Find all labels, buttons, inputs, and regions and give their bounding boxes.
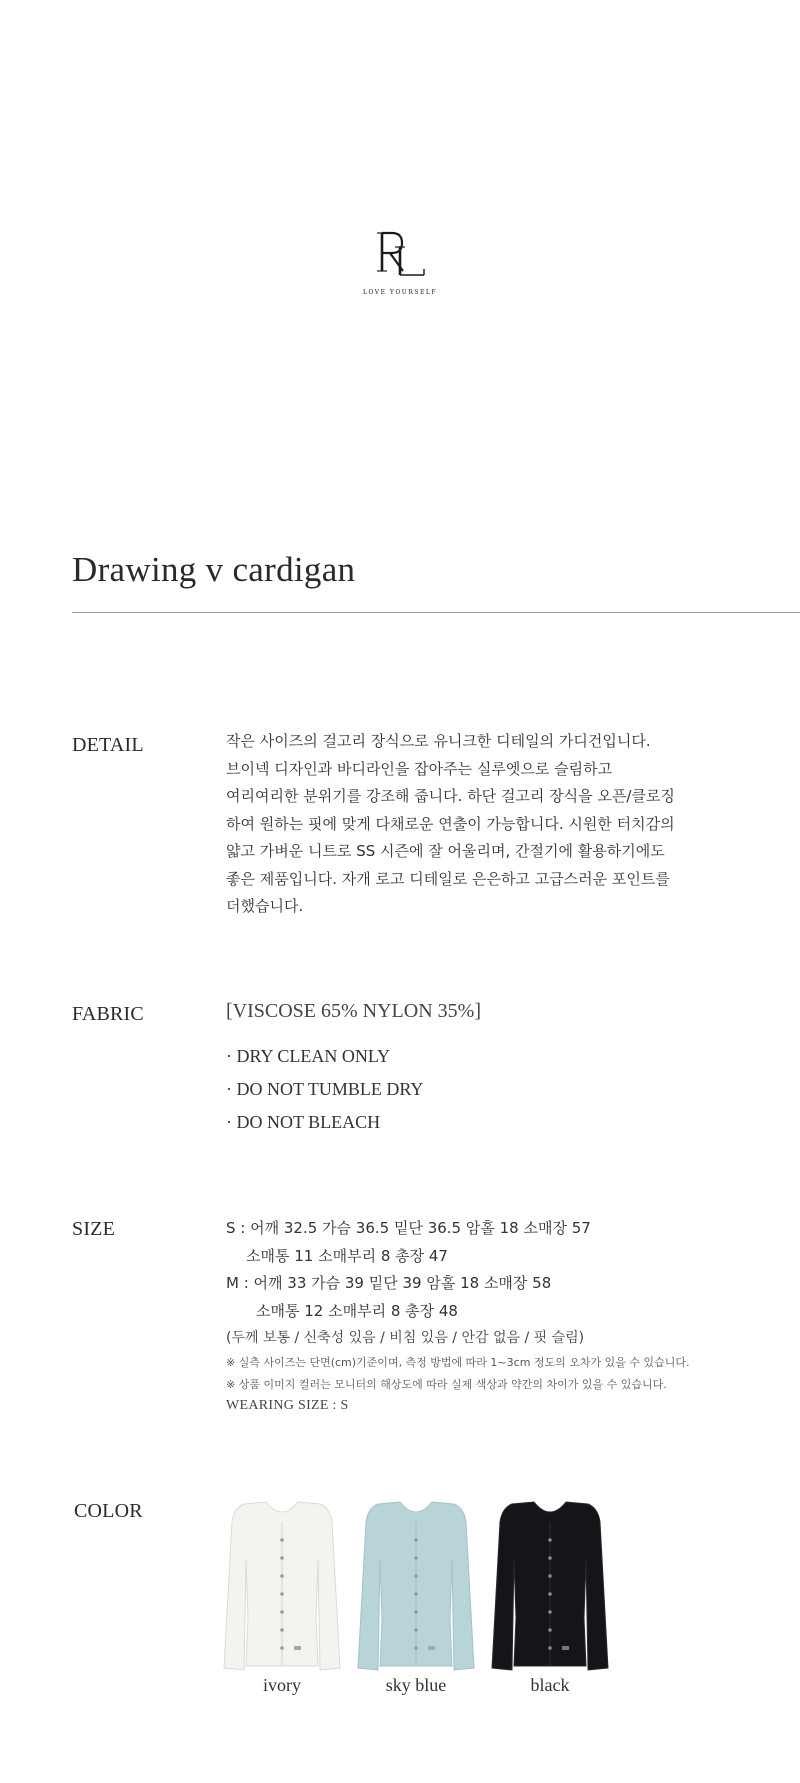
size-note-measurement: ※ 실측 사이즈는 단면(cm)기준이며, 측정 방법에 따라 1~3cm 정도의 오차가 있을 수 있습니다.	[226, 1356, 690, 1369]
cardigan-hook	[280, 1592, 284, 1596]
rl-monogram-icon	[370, 225, 430, 285]
cardigan-hook	[548, 1574, 552, 1578]
care-item: · DRY CLEAN ONLY	[226, 1046, 391, 1066]
cardigan-hook	[280, 1646, 284, 1650]
sky-blue-cardigan-image	[356, 1500, 476, 1672]
black-cardigan-image	[490, 1500, 610, 1672]
logo-tag	[562, 1646, 569, 1650]
cardigan-hook	[414, 1538, 418, 1542]
color-name-black: black	[530, 1675, 570, 1695]
cardigan-hook	[280, 1574, 284, 1578]
detail-line: 브이넥 디자인과 바디라인을 잡아주는 실루엣으로 슬림하고	[226, 759, 613, 778]
detail-line: 얇고 가벼운 니트로 SS 시즌에 잘 어울리며, 간절기에 활용하기에도	[226, 842, 665, 860]
cardigan-hook	[280, 1556, 284, 1560]
color-name-ivory: ivory	[263, 1675, 301, 1695]
care-item: · DO NOT BLEACH	[226, 1112, 381, 1132]
color-label: COLOR	[74, 1500, 143, 1522]
size-s-line: S : 어깨 32.5 가슴 36.5 밑단 36.5 암홀 18 소매장 57	[226, 1219, 591, 1237]
cardigan-hook	[414, 1646, 418, 1650]
brand-logo	[360, 225, 440, 305]
cardigan-hook	[548, 1538, 552, 1542]
size-table	[226, 1215, 690, 1416]
fabric-label: FABRIC	[72, 1003, 144, 1025]
cardigan-hook	[280, 1538, 284, 1542]
cardigan-hook	[548, 1646, 552, 1650]
detail-line: 좋은 제품입니다. 자개 로고 디테일로 은은하고 고급스러운 포인트를	[226, 869, 670, 888]
size-m-line-cont: 소매통 12 소매부리 8 총장 48	[256, 1301, 458, 1320]
cardigan-hook	[414, 1610, 418, 1614]
size-label: SIZE	[72, 1218, 116, 1240]
care-instructions	[226, 1040, 423, 1139]
wearing-size: WEARING SIZE : S	[226, 1398, 349, 1413]
cardigan-hook	[548, 1628, 552, 1632]
product-title: Drawing v cardigan	[72, 550, 356, 589]
logo-tag	[294, 1646, 301, 1650]
color-name-sky-blue: sky blue	[385, 1675, 447, 1695]
size-m-line: M : 어깨 33 가슴 39 밑단 39 암홀 18 소매장 58	[226, 1274, 552, 1292]
cardigan-hook	[280, 1628, 284, 1632]
title-divider	[72, 612, 800, 613]
cardigan-hook	[280, 1610, 284, 1614]
logo-tag	[428, 1646, 435, 1650]
cardigan-hook	[414, 1556, 418, 1560]
detail-line: 더했습니다.	[226, 897, 304, 915]
detail-label: DETAIL	[72, 734, 144, 756]
cardigan-hook	[414, 1592, 418, 1596]
detail-line: 하여 원하는 핏에 맞게 다채로운 연출이 가능합니다. 시원한 터치감의	[226, 814, 675, 833]
size-note-color: ※ 상품 이미지 컬러는 모니터의 해상도에 따라 실제 색상과 약간의 차이가 있을 수 있습니다.	[226, 1378, 667, 1391]
size-attributes: (두께 보통 / 신축성 있음 / 비침 있음 / 안감 없음 / 핏 슬림)	[226, 1330, 585, 1346]
cardigan-hook	[548, 1556, 552, 1560]
detail-description	[226, 728, 706, 921]
care-item: · DO NOT TUMBLE DRY	[226, 1079, 424, 1099]
cardigan-hook	[414, 1574, 418, 1578]
fabric-composition: [VISCOSE 65% NYLON 35%]	[226, 1000, 481, 1022]
brand-tagline: LOVE YOURSELF	[362, 289, 437, 296]
detail-line: 작은 사이즈의 걸고리 장식으로 유니크한 디테일의 가디건입니다.	[226, 732, 651, 750]
cardigan-hook	[548, 1610, 552, 1614]
size-s-line-cont: 소매통 11 소매부리 8 총장 47	[246, 1246, 448, 1265]
cardigan-hook	[414, 1628, 418, 1632]
detail-line: 여리여리한 분위기를 강조해 줍니다. 하단 걸고리 장식을 오픈/클로징	[226, 787, 675, 805]
ivory-cardigan-image	[222, 1500, 342, 1672]
cardigan-hook	[548, 1592, 552, 1596]
